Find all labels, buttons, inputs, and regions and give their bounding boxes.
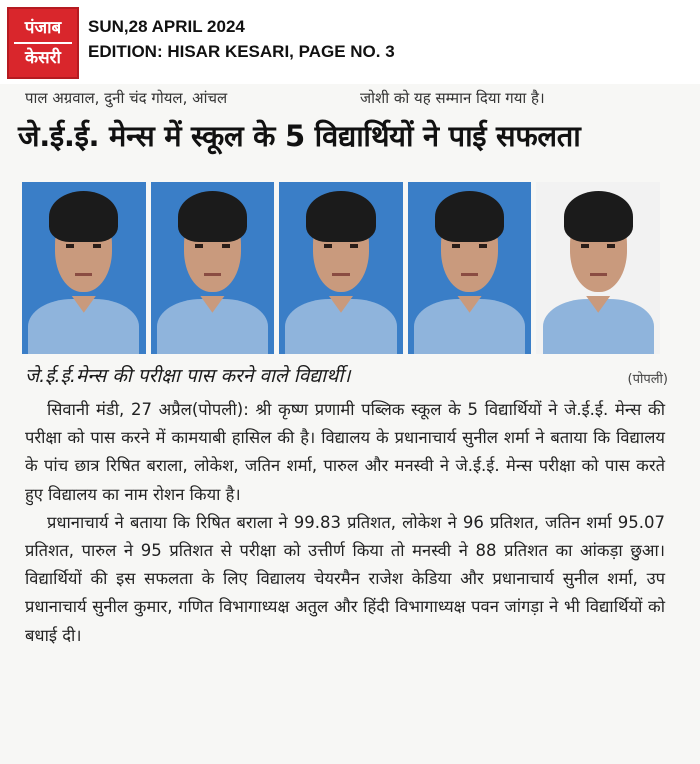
punjab-kesari-logo — [7, 7, 79, 79]
logo-divider — [14, 42, 72, 44]
publication-date: SUN,28 APRIL 2024 — [88, 17, 245, 36]
previous-article-fragment — [25, 88, 545, 108]
fragment-left: पाल अग्रवाल, दुनी चंद गोयल, आंचल — [25, 89, 228, 107]
article-paragraph-2: प्रधानाचार्य ने बताया कि रिषित बराला ने 99.83 प्रतिशत, लोकेश ने 96 प्रतिशत, जतिन शर्मा 95.07 प्रतिशत, पारुल ने 95 प्रतिशत से परीक्षा को उत्तीर्ण किया तो मनस्वी ने 88 प्रतिशत का आंकड़ा छुआ। विद्यार्थियों की इस सफलता के लिए विद्यालय चेयरमैन राजेश केडिया और प्रधानाचार्य सुनील शर्मा, उप प्रधानाचार्य सुनील कुमार, गणित विभागाध्यक्ष अतुल और हिंदी विभागाध्यक्ष पवन जांगड़ा ने भी विद्यार्थियों को बधाई दी। — [25, 512, 665, 645]
page-header — [0, 0, 700, 84]
edition-info — [88, 14, 395, 64]
article-paragraph-1: सिवानी मंडी, 27 अप्रैल(पोपली): श्री कृष्ण प्रणामी पब्लिक स्कूल के 5 विद्यार्थियों ने जे.ई.ई. मेन्स की परीक्षा को पास करने में कामयाबी हासिल की है। विद्यालय के प्रधानाचार्य सुनील शर्मा ने बताया कि विद्यालय के पांच छात्र रिषित बराला, लोकेश, जतिन शर्मा, पारुल और मनस्वी ने जे.ई.ई. मेन्स परीक्षा को पास करते हुए विद्यालय का नाम रोशन किया है। — [25, 400, 665, 504]
student-photo — [279, 182, 403, 354]
student-photos — [22, 182, 660, 354]
student-photo — [22, 182, 146, 354]
fragment-right: जोशी को यह सम्मान दिया गया है। — [360, 89, 545, 107]
student-photo — [151, 182, 275, 354]
logo-line-2: केसरी — [25, 48, 61, 68]
edition-page: EDITION: HISAR KESARI, PAGE NO. 3 — [88, 42, 395, 61]
article-body — [25, 396, 665, 650]
student-photo — [536, 182, 660, 354]
logo-line-1: पंजाब — [24, 18, 62, 38]
student-photo — [408, 182, 532, 354]
article-headline: जे.ई.ई. मेन्स में स्कूल के 5 विद्यार्थियों ने पाई सफलता — [18, 119, 581, 153]
photo-caption: जे.ई.ई.मेन्स की परीक्षा पास करने वाले विद्यार्थी। — [25, 365, 351, 387]
news-clipping — [0, 84, 700, 764]
photo-credit: (पोपली) — [627, 372, 668, 387]
